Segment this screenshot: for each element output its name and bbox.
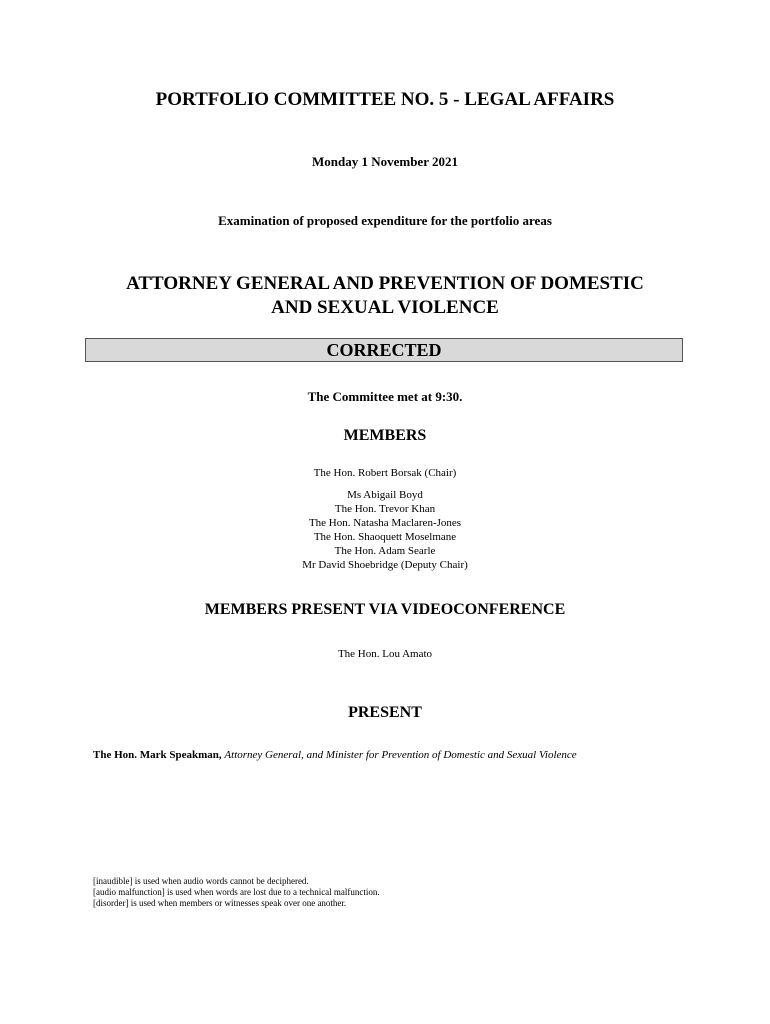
note-item: [audio malfunction] is used when words are lost due to a technical malfunction. — [93, 887, 380, 897]
hearing-date: Monday 1 November 2021 — [311, 154, 458, 169]
corrected-banner: CORRECTED — [85, 338, 683, 362]
examination-description: Examination of proposed expenditure for the portfolio areas — [218, 213, 552, 228]
member-item: The Hon. Shaoquett Moselmane — [313, 531, 457, 543]
witness-name: The Hon. Mark Speakman, — [93, 749, 222, 761]
chair-member: The Hon. Robert Borsak (Chair) — [313, 467, 457, 479]
note-item: [disorder] is used when members or witnesses speak over one another. — [93, 898, 347, 908]
portfolio-title — [0, 272, 770, 320]
transcript-notes — [93, 876, 380, 909]
note-item: [inaudible] is used when audio words cannot be deciphered. — [93, 876, 309, 886]
present-witness — [93, 749, 577, 761]
committee-title: PORTFOLIO COMMITTEE NO. 5 - LEGAL AFFAIRS — [155, 89, 615, 110]
videoconference-member: The Hon. Lou Amato — [337, 648, 433, 660]
videoconference-heading: MEMBERS PRESENT VIA VIDEOCONFERENCE — [204, 601, 566, 618]
portfolio-title-line-2: AND SEXUAL VIOLENCE — [271, 297, 499, 318]
witness-role: Attorney General, and Minister for Prevention of Domestic and Sexual Violence — [224, 749, 577, 761]
members-heading: MEMBERS — [343, 427, 427, 444]
portfolio-title-line-1: ATTORNEY GENERAL AND PREVENTION OF DOMESTIC — [126, 273, 644, 294]
member-item: The Hon. Natasha Maclaren-Jones — [308, 517, 462, 529]
member-item: Mr David Shoebridge (Deputy Chair) — [302, 559, 468, 571]
member-list — [0, 488, 770, 572]
present-heading: PRESENT — [348, 704, 422, 721]
member-item: The Hon. Adam Searle — [334, 545, 436, 557]
meeting-time: The Committee met at 9:30. — [307, 389, 463, 404]
member-item: The Hon. Trevor Khan — [334, 503, 436, 515]
member-item: Ms Abigail Boyd — [347, 489, 423, 501]
